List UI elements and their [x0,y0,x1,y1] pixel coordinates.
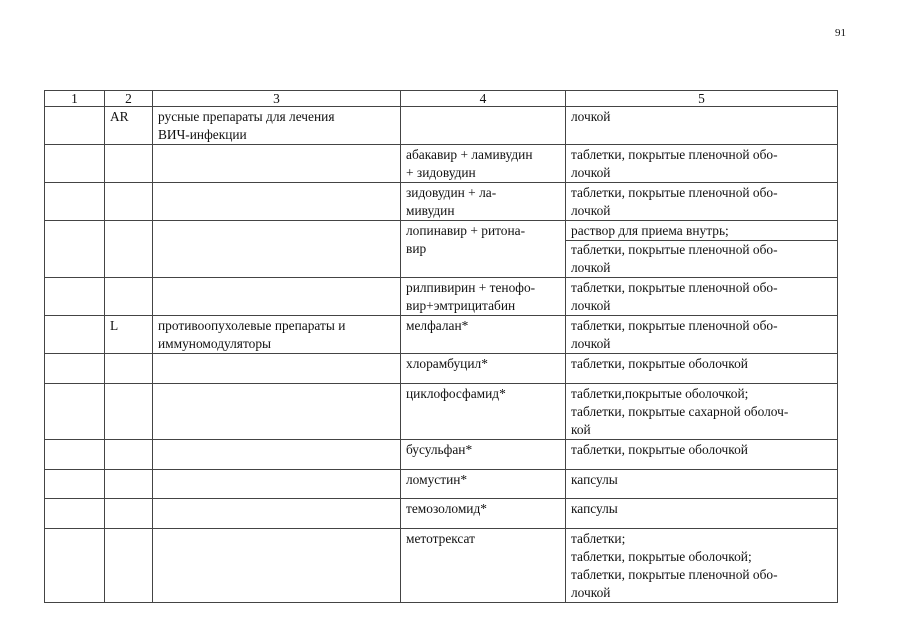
cell-atc-code [105,221,153,278]
cell-atc-code: AR [105,107,153,145]
cell-dosage-form [566,221,838,278]
cell-text-line: таблетки, покрытые пленочной обо- [571,147,778,162]
header-row [45,91,838,107]
cell-drug-name [401,221,566,278]
cell-text-line: мелфалан* [406,318,469,333]
cell-group-name [153,107,401,145]
cell-text-line: лопинавир + ритона- [406,223,526,238]
cell-drug-name [401,107,566,145]
cell-dosage-form [566,107,838,145]
cell-col1 [45,499,105,529]
cell-text-line: таблетки,покрытые оболочкой; [571,386,749,401]
cell-atc-code [105,499,153,529]
cell-group-name [153,183,401,221]
cell-text-line: лочкой [571,336,611,351]
cell-atc-code [105,354,153,384]
cell-col1 [45,440,105,470]
cell-group-name [153,440,401,470]
cell-text-line: хлорамбуцил* [406,356,488,371]
cell-atc-code [105,145,153,183]
cell-col1 [45,316,105,354]
table-row [45,183,838,221]
cell-text-line: иммуномодуляторы [158,336,272,351]
column-header-3: 3 [153,91,401,107]
cell-text-line: таблетки, покрытые сахарной оболоч- [571,404,789,419]
cell-text-line: лочкой [571,260,611,275]
cell-drug-name [401,529,566,603]
cell-dosage-form [566,384,838,440]
cell-col1 [45,221,105,278]
cell-text-line: таблетки; [571,531,626,546]
cell-text-line: метотрексат [406,531,475,546]
cell-text-line: лочкой [571,585,611,600]
cell-group-name [153,221,401,278]
cell-dosage-form [566,316,838,354]
cell-col1 [45,183,105,221]
table-row [45,354,838,384]
cell-text-line: таблетки, покрытые пленочной обо- [571,567,778,582]
column-header-5: 5 [566,91,838,107]
column-header-2: 2 [105,91,153,107]
table-row [45,278,838,316]
cell-atc-code [105,440,153,470]
cell-text-line: таблетки, покрытые оболочкой [571,442,748,457]
table-row [45,221,838,278]
cell-drug-name [401,440,566,470]
cell-dosage-form [566,440,838,470]
cell-text-line: темозоломид* [406,501,487,516]
cell-text-line: ВИЧ-инфекции [158,127,247,142]
cell-col1 [45,107,105,145]
cell-group-name [153,529,401,603]
cell-col1 [45,145,105,183]
cell-text-line: капсулы [571,501,618,516]
cell-drug-name [401,183,566,221]
cell-group-name [153,384,401,440]
cell-dosage-form [566,183,838,221]
cell-drug-name [401,278,566,316]
column-header-1: 1 [45,91,105,107]
table-row [45,499,838,529]
cell-group-name [153,145,401,183]
cell-dosage-form [566,278,838,316]
page-number: 91 [835,27,846,39]
cell-text-line: вир [406,241,427,256]
cell-text-line: зидовудин + ла- [406,185,497,200]
cell-text-line: противоопухолевые препараты и [158,318,346,333]
cell-text-line: лочкой [571,203,611,218]
cell-group-name [153,499,401,529]
table-row [45,440,838,470]
cell-col1 [45,529,105,603]
cell-drug-name [401,470,566,499]
table-row [45,529,838,603]
cell-text-line: капсулы [571,472,618,487]
cell-text-line: абакавир + ламивудин [406,147,533,162]
cell-dosage-form [566,470,838,499]
table-row [45,384,838,440]
cell-group-name [153,354,401,384]
cell-text-line: лочкой [571,298,611,313]
cell-text-line: вир+эмтрицитабин [406,298,516,313]
cell-dosage-form [566,529,838,603]
cell-dosage-form [566,145,838,183]
table-row [45,107,838,145]
cell-col1 [45,354,105,384]
cell-text-line: циклофосфамид* [406,386,506,401]
drug-table [44,90,838,603]
cell-atc-code [105,470,153,499]
cell-text-line: мивудин [406,203,455,218]
cell-text-line: кой [571,422,591,437]
cell-atc-code [105,183,153,221]
cell-text-line: бусульфан* [406,442,473,457]
cell-atc-code [105,384,153,440]
table-row [45,145,838,183]
cell-text-line: + зидовудин [406,165,476,180]
cell-drug-name [401,145,566,183]
cell-col1 [45,470,105,499]
cell-atc-code [105,529,153,603]
cell-text-line: таблетки, покрытые пленочной обо- [571,242,778,257]
cell-dosage-form [566,354,838,384]
table-row [45,470,838,499]
cell-group-name [153,278,401,316]
cell-text-line: русные препараты для лечения [158,109,335,124]
cell-text-line: раствор для приема внутрь; [566,222,837,241]
cell-text-line: лочкой [571,109,611,124]
cell-drug-name [401,499,566,529]
table-row [45,316,838,354]
cell-text-line: таблетки, покрытые оболочкой; [571,549,752,564]
column-header-4: 4 [401,91,566,107]
cell-text-line: рилпивирин + тенофо- [406,280,536,295]
cell-group-name [153,470,401,499]
cell-text-line: таблетки, покрытые пленочной обо- [571,185,778,200]
cell-group-name [153,316,401,354]
cell-text-line: таблетки, покрытые оболочкой [571,356,748,371]
cell-col1 [45,384,105,440]
cell-text-line: ломустин* [406,472,468,487]
cell-col1 [45,278,105,316]
cell-text-line: таблетки, покрытые пленочной обо- [571,280,778,295]
cell-text-line: лочкой [571,165,611,180]
cell-drug-name [401,316,566,354]
cell-atc-code: L [105,316,153,354]
cell-dosage-form [566,499,838,529]
cell-drug-name [401,384,566,440]
cell-drug-name [401,354,566,384]
cell-atc-code [105,278,153,316]
cell-text-line: таблетки, покрытые пленочной обо- [571,318,778,333]
